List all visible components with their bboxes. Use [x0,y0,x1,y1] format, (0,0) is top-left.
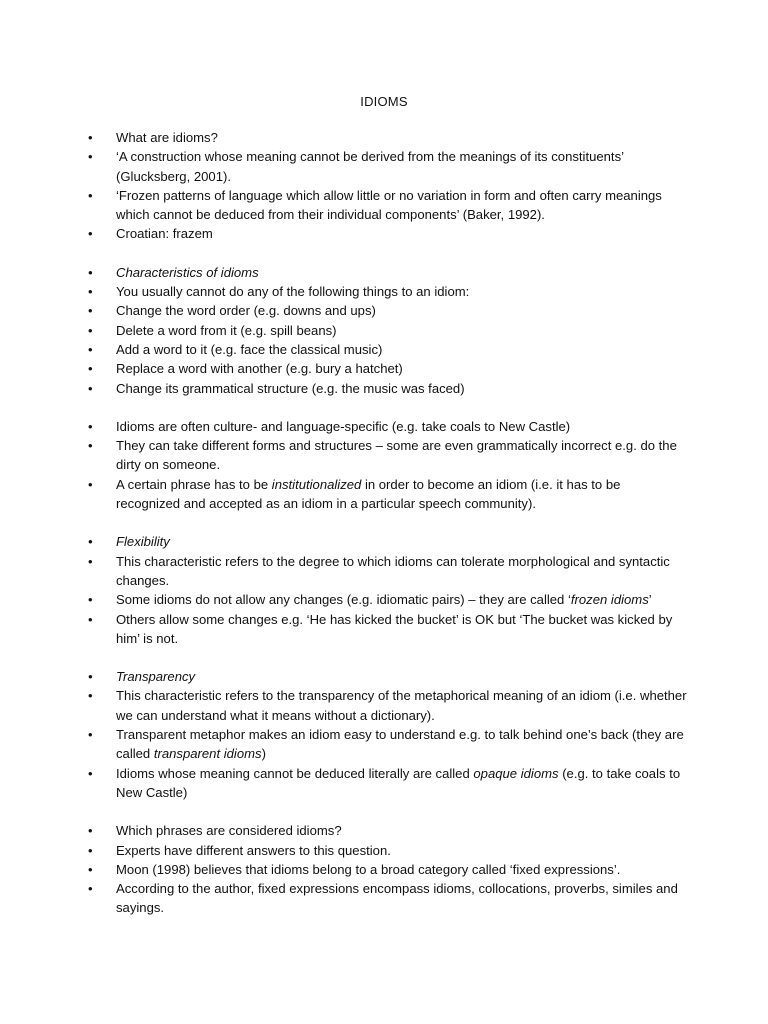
item-text: (e.g. to take coals to New Castle) [116,765,681,800]
list-item: • ‘A construction whose meaning cannot be derived from the meanings of its constituents’ (Glucksberg, 2001). [88,147,688,186]
item-text: Some idioms do not allow any changes (e.g. idiomatic pairs) – they are called ‘ [116,592,571,608]
definitions-list [88,128,688,244]
section-heading: • Characteristics of idioms [88,263,688,282]
list-item: • Croatian: frazem [88,224,688,243]
emphasized-term: opaque idioms [473,765,559,781]
list-item [88,475,688,514]
list-item: • Change its grammatical structure (e.g. the music was faced) [88,379,688,398]
section-heading: • Flexibility [88,532,688,551]
item-text: ’ [648,592,652,608]
culture-list [88,417,688,513]
list-item: • According to the author, fixed expressions encompass idioms, collocations, proverbs, similes and sayings. [88,879,688,918]
item-text: ) [261,746,266,762]
list-item: • Idioms are often culture- and language-specific (e.g. take coals to New Castle) [88,417,688,436]
item-text: Idioms whose meaning cannot be deduced literally are called [116,765,474,781]
list-item: • Add a word to it (e.g. face the classical music) [88,340,688,359]
list-item: • What are idioms? [88,128,688,147]
list-item: • Replace a word with another (e.g. bury a hatchet) [88,359,688,378]
list-item [88,590,688,609]
list-item [88,764,688,803]
list-item [88,725,688,764]
list-item: • Which phrases are considered idioms? [88,821,688,840]
emphasized-term: institutionalized [271,476,362,492]
section-heading: • Transparency [88,667,688,686]
list-item: • This characteristic refers to the degree to which idioms can tolerate morphological and syntactic changes. [88,552,688,591]
list-item: • They can take different forms and structures – some are even grammatically incorrect e.g. do the dirty on someone. [88,436,688,475]
item-text: in order to become an idiom (i.e. it has to be recognized and accepted as an idiom in a particular speech community). [116,476,621,512]
emphasized-term: frozen idioms [570,592,649,608]
document-body [88,128,688,937]
page-title: IDIOMS [360,94,408,109]
characteristics-list [88,263,688,398]
item-text: Transparent metaphor makes an idiom easy to understand e.g. to talk behind one’s back (they are called [116,727,684,762]
transparency-list [88,667,688,802]
list-item: • ‘Frozen patterns of language which allow little or no variation in form and often carry meanings which cannot be deduced from their individual components’ (Baker, 1992). [88,186,688,225]
list-item: • Delete a word from it (e.g. spill beans) [88,321,688,340]
emphasized-term: transparent idioms [153,746,262,762]
fixed-expressions-list [88,821,688,917]
list-item: • Others allow some changes e.g. ‘He has kicked the bucket’ is OK but ‘The bucket was kicked by him’ is not. [88,610,688,649]
list-item: • This characteristic refers to the transparency of the metaphorical meaning of an idiom (i.e. whether we can understand what it means without a dictionary). [88,686,688,725]
flexibility-list [88,532,688,648]
item-text: A certain phrase has to be [116,476,272,492]
list-item: • Moon (1998) believes that idioms belong to a broad category called ‘fixed expressions’. [88,860,688,879]
list-item: • You usually cannot do any of the following things to an idiom: [88,282,688,301]
list-item: • Change the word order (e.g. downs and ups) [88,301,688,320]
list-item: • Experts have different answers to this question. [88,841,688,860]
